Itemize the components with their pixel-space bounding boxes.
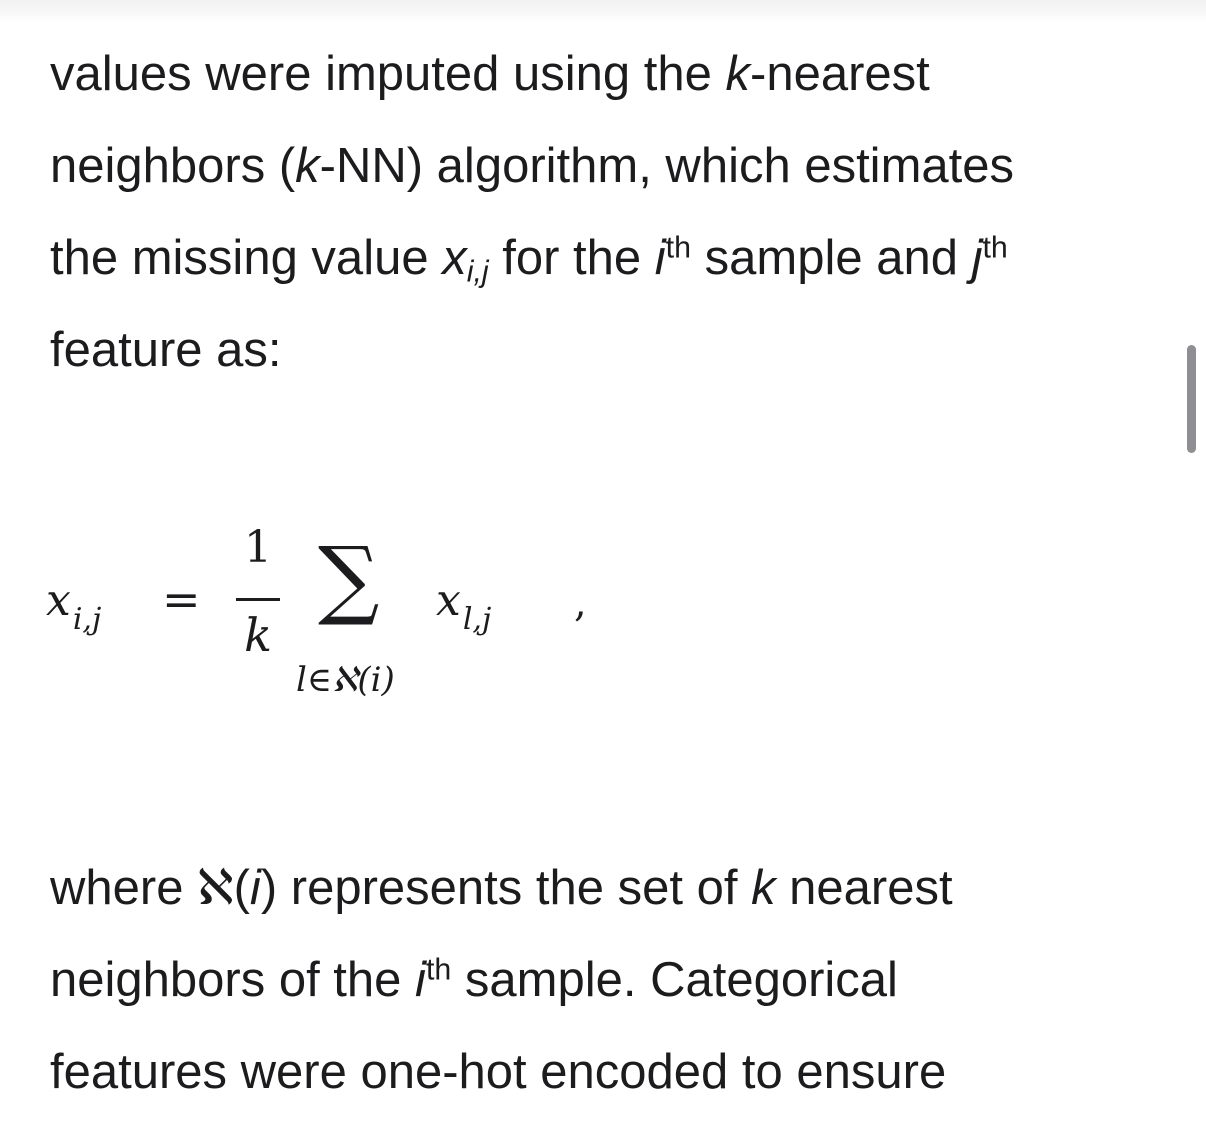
text-span: -NN) algorithm, which estimates [319,139,1015,193]
top-scroll-fade [0,0,1206,22]
superscript-th: th [425,952,452,987]
text-span: neighbors of the [50,953,416,1007]
text-span: values were imputed using the [50,47,726,101]
text-span: neighbors ( [50,139,296,193]
text-line-2 [50,120,1014,212]
fraction-denominator: k [244,608,272,662]
text-span: sample. Categorical [451,953,898,1007]
display-equation [46,520,606,710]
summation-symbol: ∑ [318,529,380,629]
math-i: i [249,861,261,915]
math-k: k [295,139,320,193]
text-span: where [50,861,198,915]
equation-rhs [436,575,492,637]
math-subscript-ij: i,j [72,602,102,637]
fraction-numerator: 1 [244,522,272,573]
math-i: i [654,231,666,285]
math-subscript-lj: l,j [462,602,492,637]
text-span: ) [260,861,278,915]
text-line-1 [50,28,1014,120]
paragraph-intro [50,28,1014,396]
math-i: i [415,953,426,1007]
math-subscript-ij: i,j [466,254,489,289]
aleph-symbol: ℵ [197,859,234,916]
text-span: represents the set of [277,861,752,915]
math-x: x [46,575,71,626]
text-span: for the [488,231,655,285]
text-line-4: feature as: [50,323,282,377]
math-x: x [442,231,467,285]
equals-sign: = [162,572,201,626]
text-span: the missing value [50,231,443,285]
paragraph-explanation [50,842,953,1118]
text-span: -nearest [750,47,930,101]
text-line-3 [50,212,1014,304]
math-j: j [971,231,983,285]
equation-lhs [46,575,102,637]
math-k: k [725,47,750,101]
summation-index: l∈ℵ(i) [296,660,395,700]
text-span: sample and [691,231,972,285]
math-x: x [436,575,461,626]
superscript-th: th [665,230,692,265]
text-span: ( [233,861,250,915]
math-k: k [751,861,776,915]
text-line-6 [50,934,953,1026]
superscript-th: th [982,230,1008,265]
text-line-7: features were one-hot encoded to ensure [50,1045,947,1099]
text-span: nearest [775,861,953,915]
fraction-bar [236,598,280,601]
vertical-scrollbar[interactable] [1187,345,1196,453]
equation-comma: , [574,580,587,626]
text-line-5 [50,842,953,934]
